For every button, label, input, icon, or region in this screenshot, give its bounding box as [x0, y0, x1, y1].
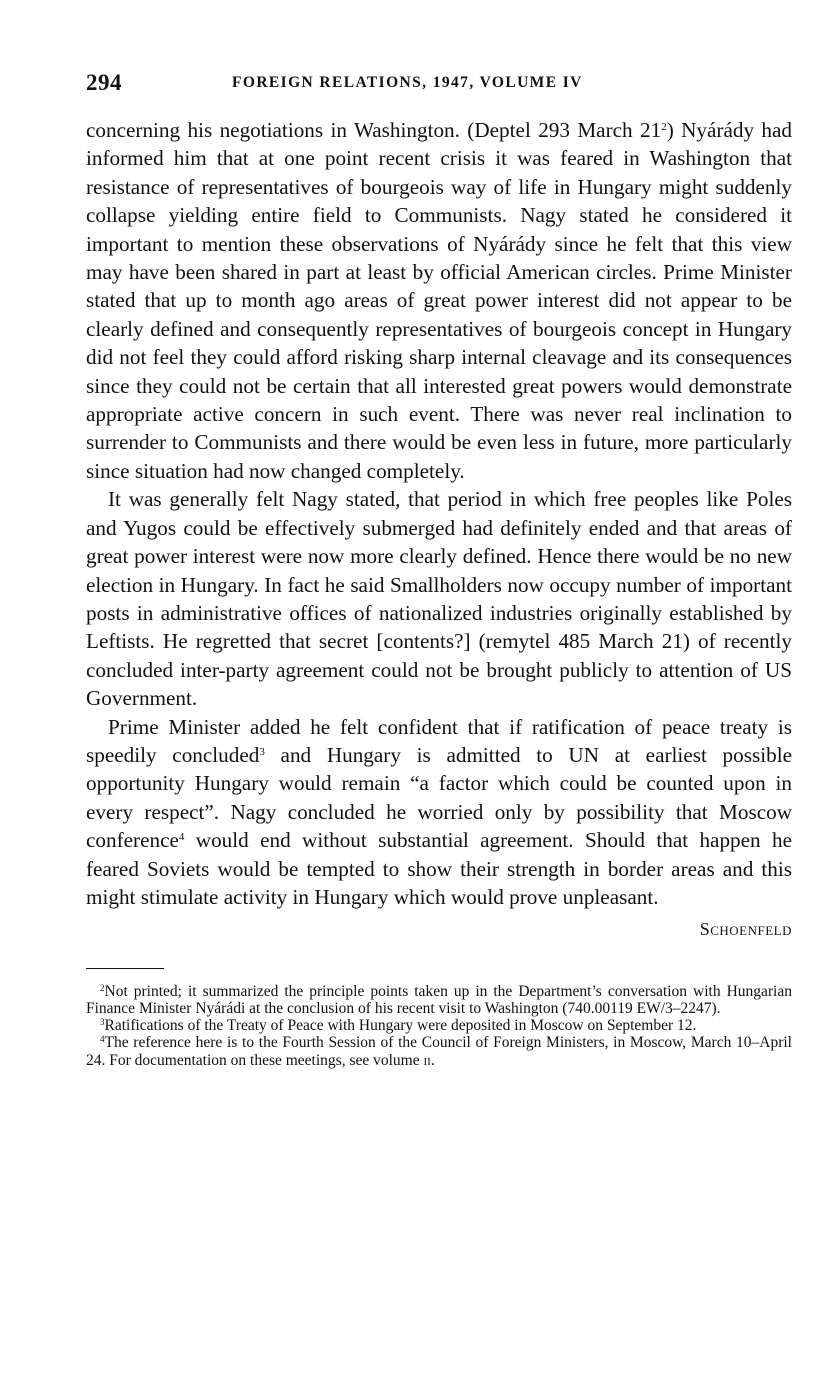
paragraph-3-text-c: would end without substantial agreement. Should that happen he feared Soviets would be tempted to show their strength in border areas and this might stimulate activity in Hungary which would prove unpleasant.: [86, 828, 792, 909]
footnote-4: [86, 1034, 792, 1068]
footnote-ref-2: 2: [661, 121, 667, 133]
paragraph-3-text-a: Prime Minister added he felt confident that if ratification of peace treaty is speedily concluded: [86, 714, 792, 767]
document-body: [86, 116, 792, 944]
footnote-ref-3: 3: [259, 745, 265, 758]
footnote-ref-4: 4: [178, 831, 185, 844]
footnote-2-text: Not printed; it summarized the principle points taken up in the Department’s conversation with Hungarian Finance Minister Nyárádi at the conclusion of his recent visit to Washington (740.00119 EW/3–2247).: [86, 982, 792, 1017]
paragraph-1-text-b: ) Nyárády had informed him that at one point recent crisis it was feared in Washington that resistance of representatives of bourgeois way of life in Hungary might suddenly collapse yielding entire field to Communists. Nagy stated he considered it important to mention these observations of Nyárády since he felt that this view may have been shared in part at least by official American circles. Prime Minister stated that up to month ago areas of great power interest did not appear to be clearly defined and consequently representatives of bourgeois concept in Hungary did not feel they could afford risking sharp internal cleavage and its consequences since they could not be certain that all interested great powers would demonstrate appropriate active concern in such event. There was never real inclination to surrender to Communists and there would be even less in future, more particularly since situation had now changed completely.: [86, 118, 792, 483]
footnote-2-marker: 2: [100, 982, 105, 993]
footnote-divider: [86, 968, 164, 969]
paragraph-3-text-b: and Hungary is admitted to UN at earliest possible opportunity Hungary would remain “a factor which could be counted upon in every respect”. Nagy concluded he worried only by possibility that Moscow conference: [86, 742, 792, 853]
paragraph-3: [86, 713, 792, 912]
document-page: [86, 70, 792, 1069]
footnote-3-marker: 3: [100, 1017, 105, 1028]
paragraph-1-text-a: concerning his negotiations in Washington. (Deptel 293 March 21: [86, 118, 662, 142]
paragraph-2: It was generally felt Nagy stated, that period in which free peoples like Poles and Yugos could be effectively submerged had definitely ended and that areas of great power interest were now more clearly defined. Hence there would be no new election in Hungary. In fact he said Smallholders now occupy number of important posts in administrative offices of nationalized industries originally established by Leftists. He regretted that secret [contents?] (remytel 485 March 21) of recently concluded inter-party agreement could not be brought publicly to attention of US Government.: [86, 487, 792, 711]
footnote-3-text: Ratifications of the Treaty of Peace with Hungary were deposited in Moscow on September 12.: [104, 1017, 697, 1035]
paragraph-1: [86, 116, 792, 485]
footnote-4-marker: 4: [100, 1034, 105, 1045]
signature: Schoenfeld: [699, 919, 792, 940]
footnote-4-text-c: .: [430, 1051, 435, 1069]
footnote-2: [86, 983, 792, 1017]
footnote-4-text-a: The reference here is to the Fourth Session of the Council of Foreign Ministers, in Moscow, March 10–April 24. For documentation on these meetings, see volume: [86, 1034, 792, 1069]
page-number: 294: [86, 70, 122, 95]
footnotes: [86, 983, 792, 1069]
page-header: [86, 70, 792, 102]
running-head: FOREIGN RELATIONS, 1947, VOLUME IV: [232, 74, 583, 91]
footnote-3: [86, 1017, 792, 1034]
footnote-4-volume: ii: [423, 1051, 431, 1069]
